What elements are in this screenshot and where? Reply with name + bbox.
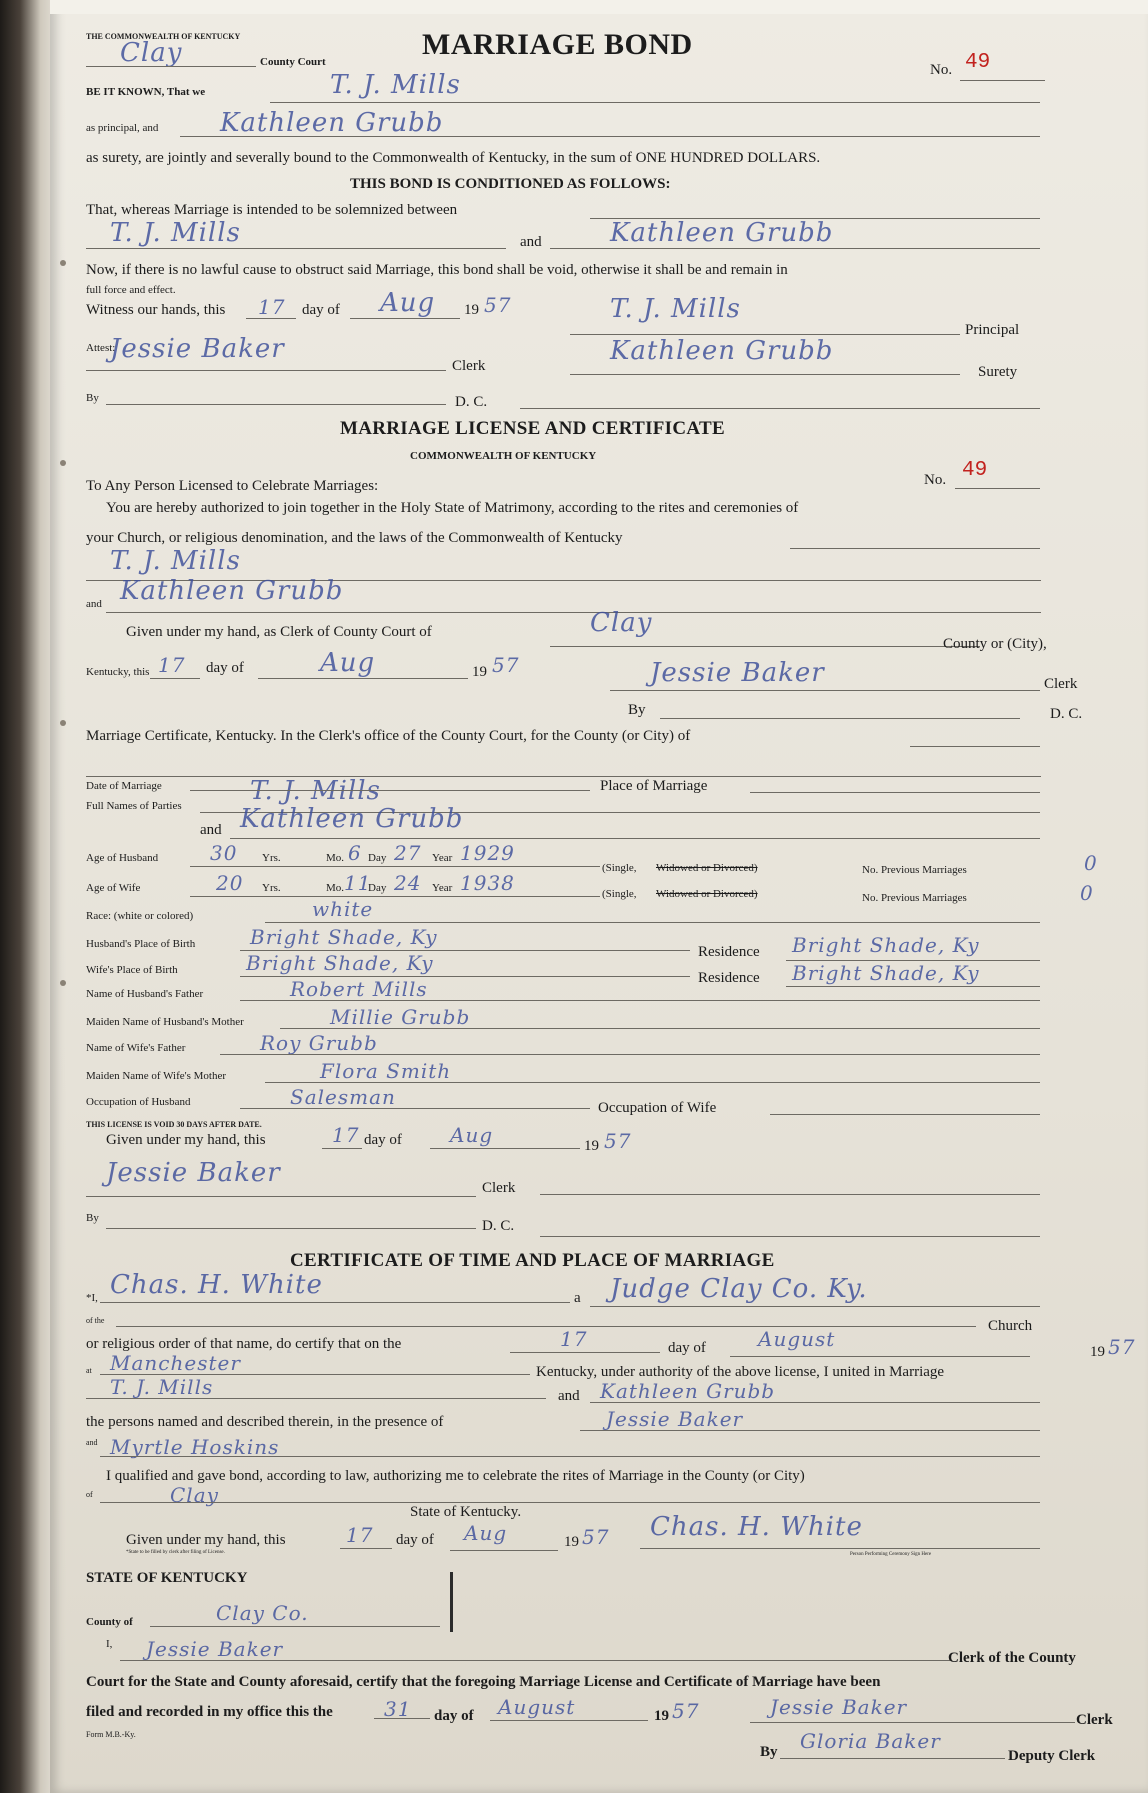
clerk-label: Clerk: [1076, 1712, 1113, 1728]
qualified-text: I qualified and gave bond, according to law, authorizing me to celebrate the rites of Marriage in the County (or City): [106, 1468, 805, 1484]
rule: [430, 1148, 580, 1149]
rule: [265, 1082, 1040, 1083]
rule: [240, 1108, 590, 1109]
cert-county-hw: Clay: [170, 1483, 219, 1507]
whereas-text: That, whereas Marriage is intended to be solemnized between: [86, 202, 458, 218]
void-notice: THIS LICENSE IS VOID 30 DAYS AFTER DATE.: [86, 1120, 262, 1129]
license-day-hw: 17: [158, 653, 186, 677]
husband-day-hw: 27: [394, 841, 422, 865]
deputy-clerk-label: Deputy Clerk: [1008, 1748, 1096, 1764]
surety-handwritten: Kathleen Grubb: [220, 108, 444, 138]
rule: [190, 896, 600, 897]
wife-birth-label: Wife's Place of Birth: [86, 964, 178, 976]
court-line-text: Court for the State and County aforesaid, certify that the foregoing Marriage License and Certificate of Marriage have been: [86, 1674, 881, 1690]
witness1-hw: Jessie Baker: [606, 1407, 744, 1431]
rule: [640, 1548, 1040, 1549]
rule: [106, 1228, 476, 1229]
rule: [100, 1502, 1040, 1503]
rec-county-hw: Clay Co.: [216, 1601, 309, 1625]
kentucky-this: Kentucky, this: [86, 666, 150, 678]
rule: [150, 1626, 440, 1627]
religious-order-text: or religious order of that name, do certify that on the: [86, 1336, 402, 1352]
marriage-certificate-line: Marriage Certificate, Kentucky. In the Clerk's office of the County Court, for the County (or City) of: [86, 728, 691, 744]
license-no-value: 49: [962, 459, 988, 482]
rule: [750, 792, 1040, 793]
year-prefix: 19: [472, 664, 487, 680]
and-label: and: [558, 1388, 580, 1404]
principal-handwritten: T. J. Mills: [330, 70, 461, 100]
surety-label: Surety: [978, 364, 1018, 380]
residence-label: Residence: [698, 970, 760, 986]
rule: [322, 1148, 362, 1149]
rule: [86, 248, 506, 249]
husband-prev-hw: 0: [1084, 851, 1098, 875]
binding-hole: [60, 260, 66, 266]
race-label: Race: (white or colored): [86, 910, 194, 922]
rule: [86, 66, 256, 67]
sign-here-note: Person Performing Ceremony Sign Here: [850, 1552, 932, 1557]
residence-label: Residence: [698, 944, 760, 960]
year-prefix: 19: [1090, 1344, 1105, 1360]
form-number: Form M.B.-Ky.: [86, 1730, 136, 1739]
and-label: and: [86, 598, 102, 610]
wife-father-label: Name of Wife's Father: [86, 1042, 186, 1054]
rule: [86, 776, 1041, 777]
rule: [150, 678, 200, 679]
bond-clerk-signature: Jessie Baker: [110, 334, 285, 364]
rule: [280, 1028, 1040, 1029]
rule: [570, 334, 960, 335]
husband-year-hw: 1929: [460, 841, 515, 865]
bracket: [450, 1572, 453, 1632]
day-of: day of: [396, 1532, 434, 1548]
given-under-clerk: Given under my hand, as Clerk of County Court of: [126, 624, 432, 640]
rule: [258, 678, 468, 679]
wife-father-hw: Roy Grubb: [260, 1031, 378, 1055]
occ-wife-label: Occupation of Wife: [598, 1100, 717, 1116]
license-year-hw: 57: [492, 653, 520, 677]
husband-residence-hw: Bright Shade, Ky: [792, 933, 980, 957]
year-prefix: 19: [654, 1708, 669, 1724]
rule: [770, 1114, 1040, 1115]
rule: [780, 1758, 1005, 1759]
day-of: day of: [668, 1340, 706, 1356]
dc-label: D. C.: [482, 1218, 515, 1234]
mo-label: Mo.: [326, 852, 345, 864]
rule: [550, 248, 1040, 249]
rule: [750, 1722, 1075, 1723]
rule: [246, 318, 296, 319]
given-day-hw: 17: [332, 1123, 360, 1147]
cert-given-month-hw: Aug: [464, 1521, 508, 1545]
rule: [106, 404, 446, 405]
license-party2-hw: Kathleen Grubb: [120, 576, 344, 606]
day-label: Day: [368, 882, 387, 894]
given-label: Given under my hand, this: [126, 1532, 286, 1548]
widowed-divorced-label: Widowed or Divorced): [656, 862, 758, 874]
rule: [120, 1660, 950, 1661]
license-clerk-signature: Jessie Baker: [650, 658, 825, 688]
of-label: of: [86, 1490, 93, 1499]
license-party1-hw: T. J. Mills: [110, 546, 241, 576]
rule: [190, 790, 590, 791]
rule: [790, 548, 1040, 549]
rule: [570, 374, 960, 375]
i-label: I,: [106, 1638, 113, 1650]
witness-day-hw: 17: [258, 295, 286, 319]
principal-label: Principal: [965, 322, 1020, 338]
rule: [106, 612, 1041, 613]
license-month-hw: Aug: [320, 648, 376, 678]
witness-year-hw: 57: [484, 293, 512, 317]
bond-no-label: No.: [930, 62, 953, 78]
rule: [660, 718, 1020, 719]
county-or-city: County or (City),: [943, 636, 1047, 652]
rule: [520, 408, 1040, 409]
bond-title: MARRIAGE BOND: [422, 28, 693, 61]
wife-prev-hw: 0: [1080, 881, 1094, 905]
rule: [86, 1196, 476, 1197]
mo-label: Mo.: [326, 882, 345, 894]
wife-mother-label: Maiden Name of Wife's Mother: [86, 1070, 227, 1082]
place-of-marriage-label: Place of Marriage: [600, 778, 708, 794]
wife-residence-hw: Bright Shade, Ky: [792, 961, 980, 985]
persons-named-text: the persons named and described therein, in the presence of: [86, 1414, 444, 1430]
date-party1-hw: T. J. Mills: [250, 776, 381, 806]
county-court-label: County Court: [260, 56, 326, 68]
wife-birth-hw: Bright Shade, Ky: [246, 951, 434, 975]
church-label: Church: [988, 1318, 1033, 1334]
rule: [86, 1398, 546, 1399]
given-year-hw: 57: [604, 1129, 632, 1153]
county-of-label: County of: [86, 1616, 133, 1628]
bond-county-handwritten: Clay: [120, 38, 183, 68]
wife-year-hw: 1938: [460, 871, 515, 895]
officiant-role-hw: Judge Clay Co. Ky.: [610, 1274, 868, 1304]
as-principal: as principal, and: [86, 122, 159, 134]
i-label: *I,: [86, 1292, 98, 1304]
year-label: Year: [432, 852, 453, 864]
dc-label: D. C.: [455, 394, 488, 410]
age-husband-label: Age of Husband: [86, 852, 159, 864]
rule: [960, 80, 1045, 81]
clerk-of-county-label: Clerk of the County: [948, 1650, 1076, 1666]
rule: [610, 690, 1040, 691]
rule: [910, 746, 1040, 747]
by-label: By: [86, 1212, 99, 1224]
rule: [350, 318, 460, 319]
witness-label: Witness our hands, this: [86, 302, 226, 318]
cert-year-hw: 57: [1108, 1335, 1136, 1359]
at-label: at: [86, 1366, 92, 1375]
rec-clerk-signature: Jessie Baker: [770, 1695, 908, 1719]
state-of-kentucky-heading: STATE OF KENTUCKY: [86, 1570, 248, 1586]
binding-hole: [60, 980, 66, 986]
of-the-label: of the: [86, 1316, 105, 1325]
race-hw: white: [312, 897, 374, 921]
attest-label: Attest:: [86, 342, 116, 354]
conditioned-heading: THIS BOND IS CONDITIONED AS FOLLOWS:: [350, 176, 671, 192]
widowed-divorced-label: Widowed or Divorced): [656, 888, 758, 900]
rule: [190, 866, 600, 867]
rule: [730, 1356, 1030, 1357]
license-title: MARRIAGE LICENSE AND CERTIFICATE: [340, 418, 725, 439]
witness-month-hw: Aug: [380, 288, 436, 318]
prev-marriages-label: No. Previous Marriages: [862, 864, 967, 876]
husband-birth-hw: Bright Shade, Ky: [250, 925, 438, 949]
cert-party1-hw: T. J. Mills: [110, 1375, 214, 1399]
rule: [580, 1430, 1040, 1431]
officiant-hw: Chas. H. White: [110, 1270, 323, 1300]
year-prefix: 19: [464, 302, 479, 318]
age-wife-hw: 20: [216, 871, 244, 895]
rule: [180, 136, 1040, 137]
cert-given-year-hw: 57: [582, 1525, 610, 1549]
age-wife-label: Age of Wife: [86, 882, 141, 894]
age-husband-hw: 30: [210, 841, 238, 865]
license-subtitle: COMMONWEALTH OF KENTUCKY: [410, 450, 597, 462]
cert-party2-hw: Kathleen Grubb: [600, 1379, 776, 1403]
year-prefix: 19: [564, 1534, 579, 1550]
by-label: By: [86, 392, 99, 404]
binding-hole: [60, 460, 66, 466]
wife-mo-hw: 11: [344, 871, 372, 895]
husband-father-hw: Robert Mills: [290, 977, 428, 1001]
full-force: full force and effect.: [86, 284, 176, 296]
cert-day-hw: 17: [560, 1327, 588, 1351]
state-of-kentucky: State of Kentucky.: [410, 1504, 522, 1520]
cert-month-hw: August: [758, 1327, 836, 1351]
rec-day-hw: 31: [384, 1697, 412, 1721]
filed-line-text: filed and recorded in my office this the: [86, 1704, 333, 1720]
and-label: and: [520, 234, 542, 250]
be-it-known: BE IT KNOWN, That we: [86, 86, 206, 98]
cert-given-day-hw: 17: [346, 1523, 374, 1547]
rec-month-hw: August: [498, 1695, 576, 1719]
occ-husband-label: Occupation of Husband: [86, 1096, 191, 1108]
date-of-marriage-label: Date of Marriage: [86, 780, 162, 792]
license-no-label: No.: [924, 472, 947, 488]
clerk-label: Clerk: [482, 1180, 516, 1196]
by-label: By: [760, 1744, 778, 1760]
husband-mother-label: Maiden Name of Husband's Mother: [86, 1016, 244, 1028]
husband-father-label: Name of Husband's Father: [86, 988, 204, 1000]
wife-mother-hw: Flora Smith: [320, 1059, 452, 1083]
day-of: day of: [434, 1708, 474, 1724]
to-be-filed-note: *State to be filled by clerk after filing of License.: [126, 1550, 225, 1555]
rule: [116, 1326, 976, 1327]
rule: [100, 1302, 570, 1303]
as-surety-text: as surety, are jointly and severally bound to the Commonwealth of Kentucky, in the sum of ONE HUNDRED DOLLARS.: [86, 150, 821, 166]
rule: [540, 1236, 1040, 1237]
prev-marriages-label: No. Previous Marriages: [862, 892, 967, 904]
day-label: Day: [368, 852, 387, 864]
husband-mo-hw: 6: [348, 841, 362, 865]
rule: [374, 1718, 430, 1719]
witness2-hw: Myrtle Hoskins: [110, 1435, 280, 1459]
occ-husband-hw: Salesman: [290, 1085, 396, 1109]
rule: [240, 1000, 1040, 1001]
day-of: day of: [302, 302, 340, 318]
certificate-title: CERTIFICATE OF TIME AND PLACE OF MARRIAGE: [290, 1250, 775, 1271]
rule: [510, 1352, 660, 1353]
party1-handwritten: T. J. Mills: [110, 218, 241, 248]
yrs-label: Yrs.: [262, 852, 281, 864]
record-page: [50, 0, 1148, 1793]
husband-birth-label: Husband's Place of Birth: [86, 938, 196, 950]
kentucky-under-text: Kentucky, under authority of the above license, I united in Marriage: [536, 1364, 945, 1380]
rule: [590, 1402, 1040, 1403]
rule: [100, 1456, 1040, 1457]
rule: [86, 370, 446, 371]
party2-handwritten: Kathleen Grubb: [610, 218, 834, 248]
surety-signature: Kathleen Grubb: [610, 336, 834, 366]
rule: [786, 986, 1040, 987]
rec-year-hw: 57: [672, 1699, 700, 1723]
rule: [265, 922, 1040, 923]
full-names-label: Full Names of Parties: [86, 800, 182, 812]
year-prefix: 19: [584, 1138, 599, 1154]
rec-clerk-name-hw: Jessie Baker: [146, 1637, 284, 1661]
single-label: (Single,: [602, 862, 637, 874]
dc-label: D. C.: [1050, 706, 1083, 722]
rule: [220, 1054, 1040, 1055]
cert-place-hw: Manchester: [110, 1351, 241, 1375]
page-top-edge: [50, 0, 1148, 14]
officiant-signature: Chas. H. White: [650, 1512, 863, 1542]
principal-signature: T. J. Mills: [610, 294, 741, 324]
rule: [490, 1720, 648, 1721]
rule: [590, 1306, 1040, 1307]
clerk-label: Clerk: [452, 358, 486, 374]
rule: [270, 102, 1040, 103]
binding-hole: [60, 720, 66, 726]
rule: [340, 1548, 392, 1549]
authorized-text: You are hereby authorized to join together in the Holy State of Matrimony, according to the rites and ceremonies of: [106, 500, 799, 516]
license-county-hw: Clay: [590, 608, 653, 638]
rule: [550, 646, 980, 647]
now-if-text: Now, if there is no lawful cause to obstruct said Marriage, this bond shall be void, otherwise it shall be and remain in: [86, 262, 788, 278]
to-any-person: To Any Person Licensed to Celebrate Marriages:: [86, 478, 379, 494]
single-label: (Single,: [602, 888, 637, 900]
details-party2-hw: Kathleen Grubb: [240, 804, 464, 834]
deputy-clerk-signature: Gloria Baker: [800, 1729, 941, 1753]
husband-mother-hw: Millie Grubb: [330, 1005, 471, 1029]
clerk-label: Clerk: [1044, 676, 1078, 692]
yrs-label: Yrs.: [262, 882, 281, 894]
day-of: day of: [364, 1132, 402, 1148]
rule: [955, 488, 1040, 489]
year-label: Year: [432, 882, 453, 894]
rule: [450, 1550, 558, 1551]
a-label: a: [574, 1290, 581, 1306]
state-header: THE COMMONWEALTH OF KENTUCKY: [86, 32, 241, 41]
given-month-hw: Aug: [450, 1123, 494, 1147]
bond-no-value: 49: [965, 51, 991, 74]
wife-day-hw: 24: [394, 871, 422, 895]
rule: [230, 838, 1040, 839]
by-label: By: [628, 702, 646, 718]
and-label: and: [200, 822, 222, 838]
rule: [540, 1194, 1040, 1195]
details-clerk-signature: Jessie Baker: [106, 1158, 281, 1188]
given-label: Given under my hand, this: [106, 1132, 266, 1148]
and2-label: and: [86, 1438, 98, 1447]
church-line: your Church, or religious denomination, and the laws of the Commonwealth of Kentucky: [86, 530, 623, 546]
day-of: day of: [206, 660, 244, 676]
